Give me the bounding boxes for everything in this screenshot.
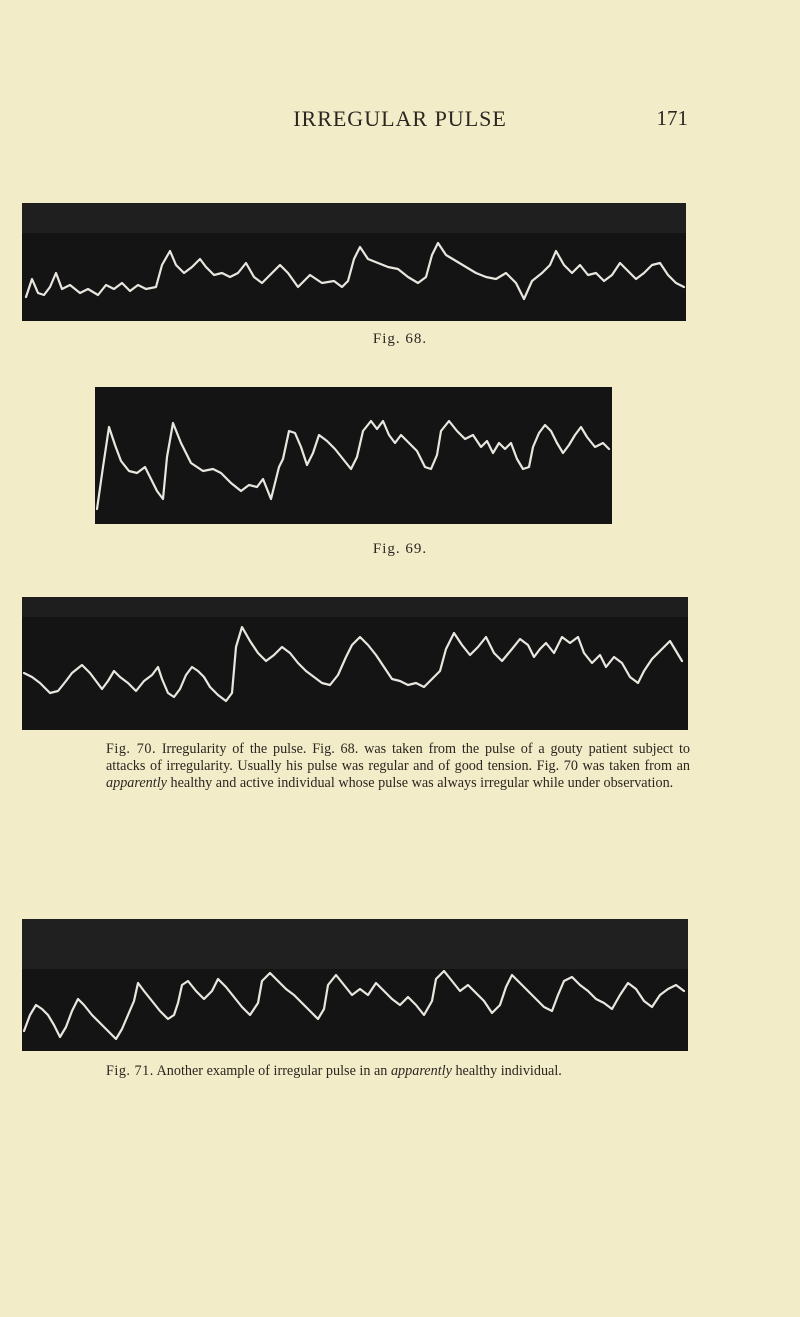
caption-fig70 bbox=[106, 741, 690, 791]
caption-fig71-lead: Fig. 71. bbox=[106, 1063, 154, 1079]
caption-fig70-text-1: Irregularity of the pulse. Fig. 68. was taken from the pulse of a gouty patient subject to attacks of irregularity. Usually his pulse was regular and of good tension. Fig. 70 was taken from an bbox=[106, 741, 690, 774]
pulse-tracing-fig70 bbox=[22, 597, 688, 730]
caption-fig71-text-2: healthy individual. bbox=[451, 1063, 562, 1079]
running-header bbox=[0, 106, 800, 136]
running-title: IRREGULAR PULSE bbox=[293, 106, 507, 131]
pulse-tracing-fig69 bbox=[95, 387, 612, 524]
pulse-tracing-fig68 bbox=[22, 203, 686, 321]
pulse-tracing-fig71 bbox=[22, 919, 688, 1051]
caption-fig70-lead: Fig. 70. bbox=[106, 741, 157, 757]
caption-fig71 bbox=[106, 1063, 690, 1080]
figure-label-fig69: Fig. 69. bbox=[372, 541, 428, 557]
figure-label-fig68: Fig. 68. bbox=[372, 331, 428, 347]
page-number: 171 bbox=[656, 106, 688, 130]
caption-fig70-text-2: healthy and active individual whose pulse was always irregular while under observation. bbox=[166, 774, 674, 791]
caption-fig71-text-1: Another example of irregular pulse in an bbox=[153, 1063, 391, 1079]
caption-fig70-emphasis: apparently bbox=[106, 774, 167, 791]
caption-fig71-emphasis: apparently bbox=[390, 1063, 452, 1079]
